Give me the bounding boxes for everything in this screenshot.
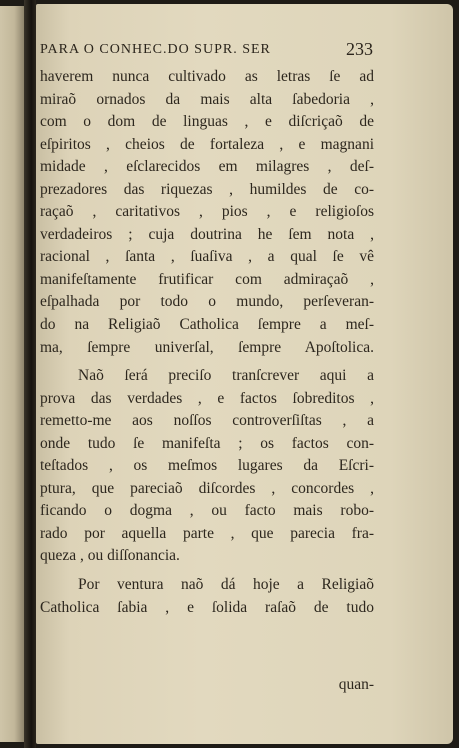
body-text [40, 66, 374, 693]
text-line: eſpalhada por todo o mundo, perſeveran- [40, 293, 374, 311]
text-line: midade , eſclarecidos em milagres , deſ- [40, 158, 374, 176]
text-line: Catholica ſabia , e ſolida raſaõ de tudo [40, 598, 374, 616]
text-line: rado por aquella parte , que parecia fra- [40, 524, 374, 542]
text-line: Por ventura naõ dá hoje a Religiaõ [78, 576, 374, 594]
text-line: verdadeiros ; cuja doutrina he ſem nota , [40, 225, 374, 243]
text-line: raçaõ , caritativos , pios , e religioſos [40, 203, 374, 221]
text-line: ma, ſempre univerſal, ſempre Apoſtolica. [40, 338, 374, 356]
running-head: PARA O CONHEC.DO SUPR. SER [40, 42, 271, 57]
text-line: haverem nunca cultivado as letras ſe ad [40, 68, 374, 85]
text-line: queza , ou diſſonancia. [40, 547, 180, 565]
text-line: racional , ſanta , ſuaſiva , a qual ſe vê [40, 248, 374, 266]
text-line: teſtados , os meſmos lugares da Eſcri- [40, 457, 374, 475]
text-line: Naõ ſerá preciſo tranſcrever aqui a [78, 367, 374, 385]
text-line: eſpiritos , cheios de fortaleza , e magnani [40, 135, 374, 153]
catchword: quan- [338, 676, 374, 693]
text-line: ficando o dogma , ou facto mais robo- [40, 502, 374, 520]
text-line: com o dom de linguas , e diſcriçaõ de [40, 113, 374, 131]
text-line: remetto-me aos noſſos controverſiſtas , a [40, 412, 374, 430]
paragraph-1 [40, 66, 374, 359]
text-line: ptura, que pareciaõ diſcordes , concordes , [40, 479, 374, 497]
text-line: prova das verdades , e factos ſobreditos , [40, 389, 374, 407]
text-line: prezadores das riquezas , humildes de co- [40, 180, 374, 198]
page-header [40, 39, 373, 65]
book-gutter [24, 0, 36, 748]
text-line: do na Religiaõ Catholica ſempre a meſ- [40, 316, 374, 334]
text-line: miraõ ornados da mais alta ſabedoria , [40, 90, 374, 108]
text-line: onde tudo ſe manifeſta ; os factos con- [40, 434, 374, 452]
facing-page-edge [0, 6, 24, 742]
text-line: manifeſtamente frutificar com admiraçaõ , [40, 270, 374, 288]
paragraph-3 [40, 574, 374, 619]
page-number: 233 [346, 39, 373, 59]
paragraph-2 [40, 365, 374, 568]
